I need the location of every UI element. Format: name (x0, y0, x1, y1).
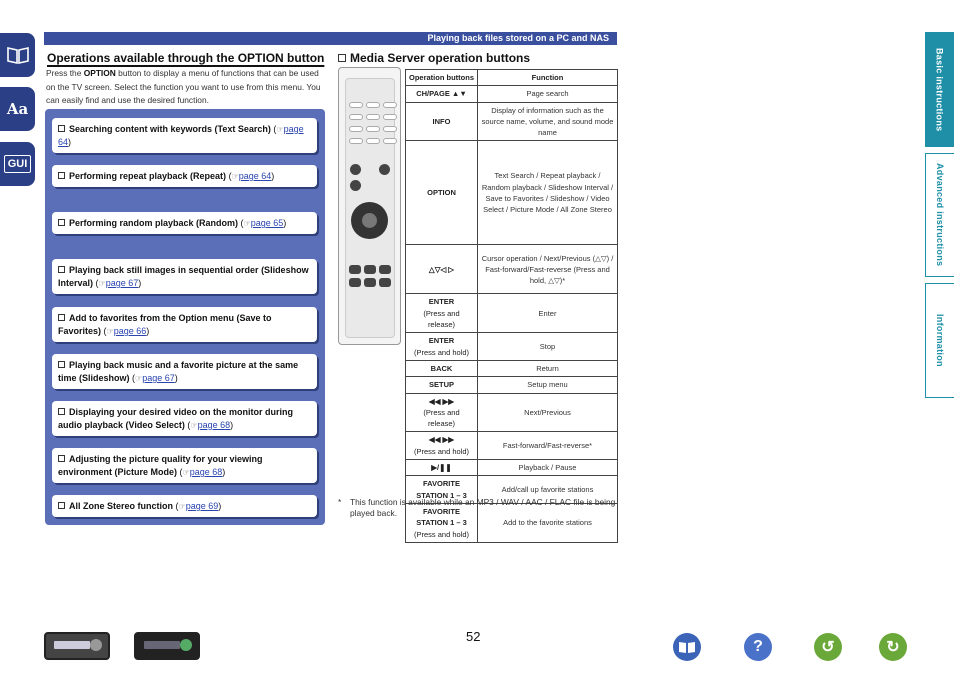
device-knob (90, 639, 102, 651)
checkbox-icon (58, 361, 65, 368)
table-header: Operation buttons (406, 70, 478, 86)
footnote (338, 497, 620, 519)
remote-button (379, 265, 391, 274)
option-label: Playing back music and a favorite picture at the same time (Slideshow) (58, 360, 299, 383)
option-label: All Zone Stereo function (69, 501, 174, 511)
remote-button (366, 126, 380, 132)
function-text: Fast-forward/Fast-reverse* (478, 432, 618, 460)
page-link[interactable]: page 68 (189, 467, 223, 477)
remote-button (383, 126, 397, 132)
intro-option-keyword: OPTION (83, 68, 116, 78)
table-row (406, 294, 618, 333)
device-knob (180, 639, 192, 651)
page-link[interactable]: page 65 (250, 218, 284, 228)
option-label: Add to favorites from the Option menu (Save to Favorites) (58, 313, 272, 336)
table-row (406, 86, 618, 102)
button-name: CH/PAGE ▲▼ (416, 89, 467, 99)
page-ref-icon: ☞ (231, 172, 239, 181)
option-item-picture-mode[interactable]: Adjusting the picture quality for your viewing environment (Picture Mode) (☞page 68) (52, 448, 317, 483)
function-text: Return (478, 360, 618, 376)
table-row (406, 333, 618, 361)
section-title-option: Operations available through the OPTION button (47, 51, 325, 65)
option-label: Searching content with keywords (Text Search) (69, 124, 271, 134)
remote-button (366, 138, 380, 144)
remote-button (379, 164, 390, 175)
font-icon[interactable] (0, 87, 35, 131)
table-row (406, 377, 618, 393)
table-header: Function (478, 70, 618, 86)
button-sub: (Press and release) (423, 308, 460, 330)
button-name: ▶/❚❚ (431, 463, 452, 473)
function-text: Playback / Pause (478, 460, 618, 476)
remote-button (366, 102, 380, 108)
table-header-row (406, 70, 618, 86)
remote-button (349, 102, 363, 108)
gui-icon[interactable] (0, 142, 35, 186)
footnote-mark: * (338, 497, 342, 507)
table-row (406, 432, 618, 460)
table-row (406, 245, 618, 294)
function-text: Setup menu (478, 377, 618, 393)
intro-text (46, 67, 326, 108)
checkbox-icon (58, 314, 65, 321)
help-icon[interactable]: ? (744, 633, 772, 661)
remote-button (349, 114, 363, 120)
checkbox-icon (58, 455, 65, 462)
option-label: Performing random playback (Random) (69, 218, 239, 228)
remote-button (349, 278, 361, 287)
remote-button (383, 102, 397, 108)
page-link[interactable]: page 64 (238, 171, 272, 181)
page-ref-icon: ☞ (106, 327, 114, 336)
button-name: ENTER (428, 297, 455, 307)
function-text: Enter (478, 294, 618, 333)
tab-basic-instructions[interactable] (925, 32, 954, 147)
button-sub: (Press and hold) (413, 529, 470, 539)
table-row (406, 393, 618, 432)
checkbox-icon (58, 172, 65, 179)
page-link[interactable]: page 64 (58, 124, 304, 147)
button-sub: (Press and hold) (413, 446, 470, 456)
remote-button (383, 114, 397, 120)
section-title-media-server (338, 51, 530, 65)
function-text: Add/call up favorite stations (478, 476, 618, 504)
function-text: Display of information such as the source name, volume, and sound mode name (478, 102, 618, 141)
checkbox-icon (338, 54, 346, 62)
book-icon[interactable] (673, 633, 701, 661)
forward-icon[interactable]: ↻ (879, 633, 907, 661)
button-name: BACK (430, 363, 453, 373)
page-link[interactable]: page 69 (185, 501, 219, 511)
page-link[interactable]: page 67 (105, 278, 139, 288)
page-link[interactable]: page 66 (113, 326, 147, 336)
tab-information[interactable] (925, 283, 954, 398)
page-ref-icon: ☞ (98, 279, 106, 288)
checkbox-icon (58, 219, 65, 226)
button-sub: (Press and hold) (413, 347, 470, 357)
button-name: OPTION (427, 188, 456, 198)
receiver-rear-icon[interactable] (134, 632, 200, 660)
intro-post: button to display a menu of functions that can be used on the TV screen. Select the function you want to use from this menu. You can easily find and use the desired function. (46, 68, 321, 105)
remote-button (364, 278, 376, 287)
option-label: Playing back still images in sequential order (Slideshow Interval) (58, 265, 309, 288)
device-display (54, 641, 90, 649)
remote-button (349, 265, 361, 274)
breadcrumb: Playing back files stored on a PC and NAS (427, 33, 609, 43)
footnote-text: This function is available while an MP3 / WAV / AAC / FLAC file is being played back. (350, 497, 616, 518)
remote-button (349, 138, 363, 144)
page-ref-icon: ☞ (276, 125, 284, 134)
page-ref-icon: ☞ (178, 502, 186, 511)
table-row (406, 360, 618, 376)
button-name: △▽◁ ▷ (428, 264, 455, 274)
option-item-random[interactable]: Performing random playback (Random) (☞page 65) (52, 212, 317, 234)
remote-button (350, 180, 361, 191)
book-icon[interactable] (0, 33, 35, 77)
button-name: INFO (432, 116, 451, 126)
tab-label: Information (935, 314, 945, 367)
option-item-save-favorites[interactable]: Add to favorites from the Option menu (Save to Favorites) (☞page 66) (52, 307, 317, 342)
operation-table (405, 69, 618, 543)
option-item-video-select[interactable]: Displaying your desired video on the monitor during audio playback (Video Select) (☞page 68) (52, 401, 317, 436)
checkbox-icon (58, 125, 65, 132)
device-display (144, 641, 180, 649)
function-text: Next/Previous (478, 393, 618, 432)
page-ref-icon: ☞ (243, 219, 251, 228)
function-text: Text Search / Repeat playback / Random playback / Slideshow Interval / Save to Favorites / Slideshow / Video Select / Picture Mode / All Zone Stereo (478, 141, 618, 245)
remote-button (379, 278, 391, 287)
option-item-slideshow-interval[interactable]: Playing back still images in sequential order (Slideshow Interval) (☞page 67) (52, 259, 317, 294)
button-name: SETUP (428, 380, 454, 390)
page-link[interactable]: page 68 (197, 420, 231, 430)
remote-button (350, 164, 361, 175)
checkbox-icon (58, 502, 65, 509)
tab-label: Advanced instructions (935, 163, 945, 267)
page-ref-icon: ☞ (182, 468, 190, 477)
page-ref-icon: ☞ (135, 374, 143, 383)
remote-button (383, 138, 397, 144)
option-item-slideshow[interactable]: Playing back music and a favorite picture at the same time (Slideshow) (☞page 67) (52, 354, 317, 389)
font-icon-label: Aa (6, 99, 29, 118)
tab-label: Basic instructions (934, 47, 945, 132)
option-item-text-search[interactable]: Searching content with keywords (Text Search) (☞page 64) (52, 118, 317, 153)
button-name: FAVORITE STATION 1 – 3 (416, 506, 467, 528)
header-bar (44, 32, 617, 45)
tab-advanced-instructions[interactable] (925, 153, 954, 277)
option-label: Performing repeat playback (Repeat) (69, 171, 227, 181)
function-text: Stop (478, 333, 618, 361)
function-text: Page search (478, 86, 618, 102)
button-name: ◀◀ ▶▶ (428, 435, 455, 445)
button-sub: (Press and release) (423, 407, 460, 429)
page-ref-icon: ☞ (190, 421, 198, 430)
back-icon[interactable]: ↺ (814, 633, 842, 661)
function-text: Add to the favorite stations (478, 503, 618, 542)
remote-button (364, 265, 376, 274)
remote-control-image (338, 67, 401, 345)
checkbox-icon (58, 408, 65, 415)
option-label: Adjusting the picture quality for your viewing environment (Picture Mode) (58, 454, 263, 477)
page-number: 52 (466, 629, 481, 644)
table-row (406, 102, 618, 141)
button-name: ◀◀ ▶▶ (428, 396, 455, 406)
button-name: FAVORITE STATION 1 – 3 (416, 479, 467, 500)
remote-button (349, 126, 363, 132)
option-item-all-zone-stereo[interactable]: All Zone Stereo function (☞page 69) (52, 495, 317, 517)
checkbox-icon (58, 266, 65, 273)
table-row (406, 460, 618, 476)
page-link[interactable]: page 67 (142, 373, 175, 383)
remote-button (366, 114, 380, 120)
receiver-front-icon[interactable] (44, 632, 110, 660)
remote-enter (362, 213, 377, 228)
table-row (406, 141, 618, 245)
option-label: Displaying your desired video on the monitor during audio playback (Video Select) (58, 407, 294, 430)
function-text: Cursor operation / Next/Previous (△▽) / Fast-forward/Fast-reverse (Press and hold, △▽)* (478, 245, 618, 294)
section-title-text: Media Server operation buttons (350, 51, 531, 65)
intro-pre: Press the (46, 68, 84, 78)
gui-icon-label: GUI (4, 155, 32, 173)
option-item-repeat[interactable]: Performing repeat playback (Repeat) (☞page 64) (52, 165, 317, 187)
button-name: ENTER (428, 336, 455, 346)
